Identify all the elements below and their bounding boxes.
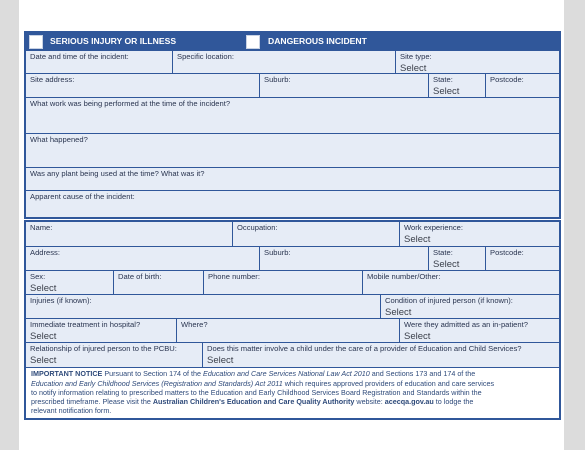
plant-used-field[interactable] xyxy=(26,168,559,190)
dangerous-incident-label: DANGEROUS INCIDENT xyxy=(268,36,367,46)
condition-label: Condition of injured person (if known): xyxy=(385,296,513,305)
site-state-select[interactable]: Select xyxy=(433,86,460,97)
specific-location-label: Specific location: xyxy=(177,52,234,61)
date-time-field[interactable] xyxy=(26,51,172,73)
condition-select[interactable]: Select xyxy=(385,307,412,318)
dob-label: Date of birth: xyxy=(118,272,162,281)
site-address-field[interactable] xyxy=(26,74,259,97)
incident-section xyxy=(24,31,561,219)
inpatient-label: Were they admitted as an in-patient? xyxy=(404,320,528,329)
apparent-cause-label: Apparent cause of the incident: xyxy=(30,192,135,201)
phone-label: Phone number: xyxy=(208,272,260,281)
site-state-label: State: xyxy=(433,75,453,84)
serious-injury-checkbox[interactable] xyxy=(29,35,43,49)
site-address-label: Site address: xyxy=(30,75,75,84)
occupation-field[interactable] xyxy=(233,222,399,246)
notice-heading: IMPORTANT NOTICE xyxy=(31,369,103,378)
person-suburb-label: Suburb: xyxy=(264,248,291,257)
relationship-select[interactable]: Select xyxy=(30,355,57,366)
hospital-treatment-select[interactable]: Select xyxy=(30,331,57,342)
dob-field[interactable] xyxy=(114,271,203,294)
notice-text-5: website: xyxy=(354,397,385,406)
site-type-label: Site type: xyxy=(400,52,432,61)
inpatient-field[interactable] xyxy=(400,319,559,342)
notice-text-1: Pursuant to Section 174 of the xyxy=(102,369,204,378)
name-label: Name: xyxy=(30,223,53,232)
apparent-cause-field[interactable] xyxy=(26,191,559,217)
where-field[interactable] xyxy=(177,319,399,342)
work-experience-select[interactable]: Select xyxy=(404,234,431,245)
what-happened-label: What happened? xyxy=(30,135,88,144)
mobile-field[interactable] xyxy=(363,271,559,294)
site-suburb-label: Suburb: xyxy=(264,75,291,84)
notice-text-2: and Sections 173 and 174 of the xyxy=(369,369,476,378)
site-suburb-field[interactable] xyxy=(260,74,428,97)
notice-act-2: Education and Early Childhood Services (Registration and Standards) Act 2011 xyxy=(31,379,283,388)
occupation-label: Occupation: xyxy=(237,223,278,232)
injured-person-section xyxy=(24,220,561,420)
relationship-label: Relationship of injured person to the PCBU: xyxy=(30,344,177,353)
sex-select[interactable]: Select xyxy=(30,283,57,294)
notice-website-link[interactable]: acecqa.gov.au xyxy=(384,397,434,406)
specific-location-field[interactable] xyxy=(173,51,395,73)
notice-text-3: which requires approved providers of education and care services xyxy=(282,379,495,388)
person-suburb-field[interactable] xyxy=(260,247,428,270)
sex-label: Sex: xyxy=(30,272,46,281)
what-happened-field[interactable] xyxy=(26,134,559,167)
site-state-field[interactable] xyxy=(429,74,485,97)
condition-field[interactable] xyxy=(381,295,559,318)
work-performed-label: What work was being performed at the time of the incident? xyxy=(30,99,231,108)
serious-injury-label: SERIOUS INJURY OR ILLNESS xyxy=(50,36,177,46)
work-experience-field[interactable] xyxy=(400,222,559,246)
address-label: Address: xyxy=(30,248,60,257)
notice-line-2 xyxy=(31,379,494,388)
child-care-select[interactable]: Select xyxy=(207,355,234,366)
notice-line-1 xyxy=(31,369,475,378)
person-state-select[interactable]: Select xyxy=(433,259,460,270)
person-postcode-field[interactable] xyxy=(486,247,559,270)
date-time-label: Date and time of the incident: xyxy=(30,52,129,61)
work-performed-field[interactable] xyxy=(26,98,559,133)
site-type-field[interactable] xyxy=(396,51,559,73)
notice-line-5: relevant notification form. xyxy=(31,406,112,415)
work-experience-label: Work experience: xyxy=(404,223,463,232)
incident-type-header xyxy=(26,33,559,50)
notice-authority: Australian Children's Education and Care Quality Authority xyxy=(152,397,355,406)
inpatient-select[interactable]: Select xyxy=(404,331,431,342)
phone-field[interactable] xyxy=(204,271,362,294)
injuries-label: Injuries (if known): xyxy=(30,296,92,305)
notice-act-1: Education and Care Services National Law Act 2010 xyxy=(203,369,370,378)
notice-line-4 xyxy=(31,397,473,406)
mobile-label: Mobile number/Other: xyxy=(367,272,441,281)
person-postcode-label: Postcode: xyxy=(490,248,524,257)
sex-field[interactable] xyxy=(26,271,113,294)
notice-text-4: prescribed timeframe. Please visit the xyxy=(31,397,153,406)
important-notice xyxy=(26,368,559,418)
relationship-field[interactable] xyxy=(26,343,202,367)
plant-used-label: Was any plant being used at the time? What was it? xyxy=(30,169,205,178)
hospital-treatment-label: Immediate treatment in hospital? xyxy=(30,320,141,329)
site-type-select[interactable]: Select xyxy=(400,63,427,74)
dangerous-incident-checkbox[interactable] xyxy=(246,35,260,49)
child-care-field[interactable] xyxy=(203,343,559,367)
hospital-treatment-field[interactable] xyxy=(26,319,176,342)
address-field[interactable] xyxy=(26,247,259,270)
name-field[interactable] xyxy=(26,222,232,246)
notice-line-3: to notify information relating to prescribed matters to the Education and Early Childhood Services Board Registration and Standards within the xyxy=(31,388,482,397)
injuries-field[interactable] xyxy=(26,295,380,318)
notice-text-6: to lodge the xyxy=(433,397,474,406)
person-state-field[interactable] xyxy=(429,247,485,270)
person-state-label: State: xyxy=(433,248,453,257)
where-label: Where? xyxy=(181,320,208,329)
site-postcode-field[interactable] xyxy=(486,74,559,97)
child-care-label: Does this matter involve a child under the care of a provider of Education and Child Services? xyxy=(207,344,522,353)
site-postcode-label: Postcode: xyxy=(490,75,524,84)
